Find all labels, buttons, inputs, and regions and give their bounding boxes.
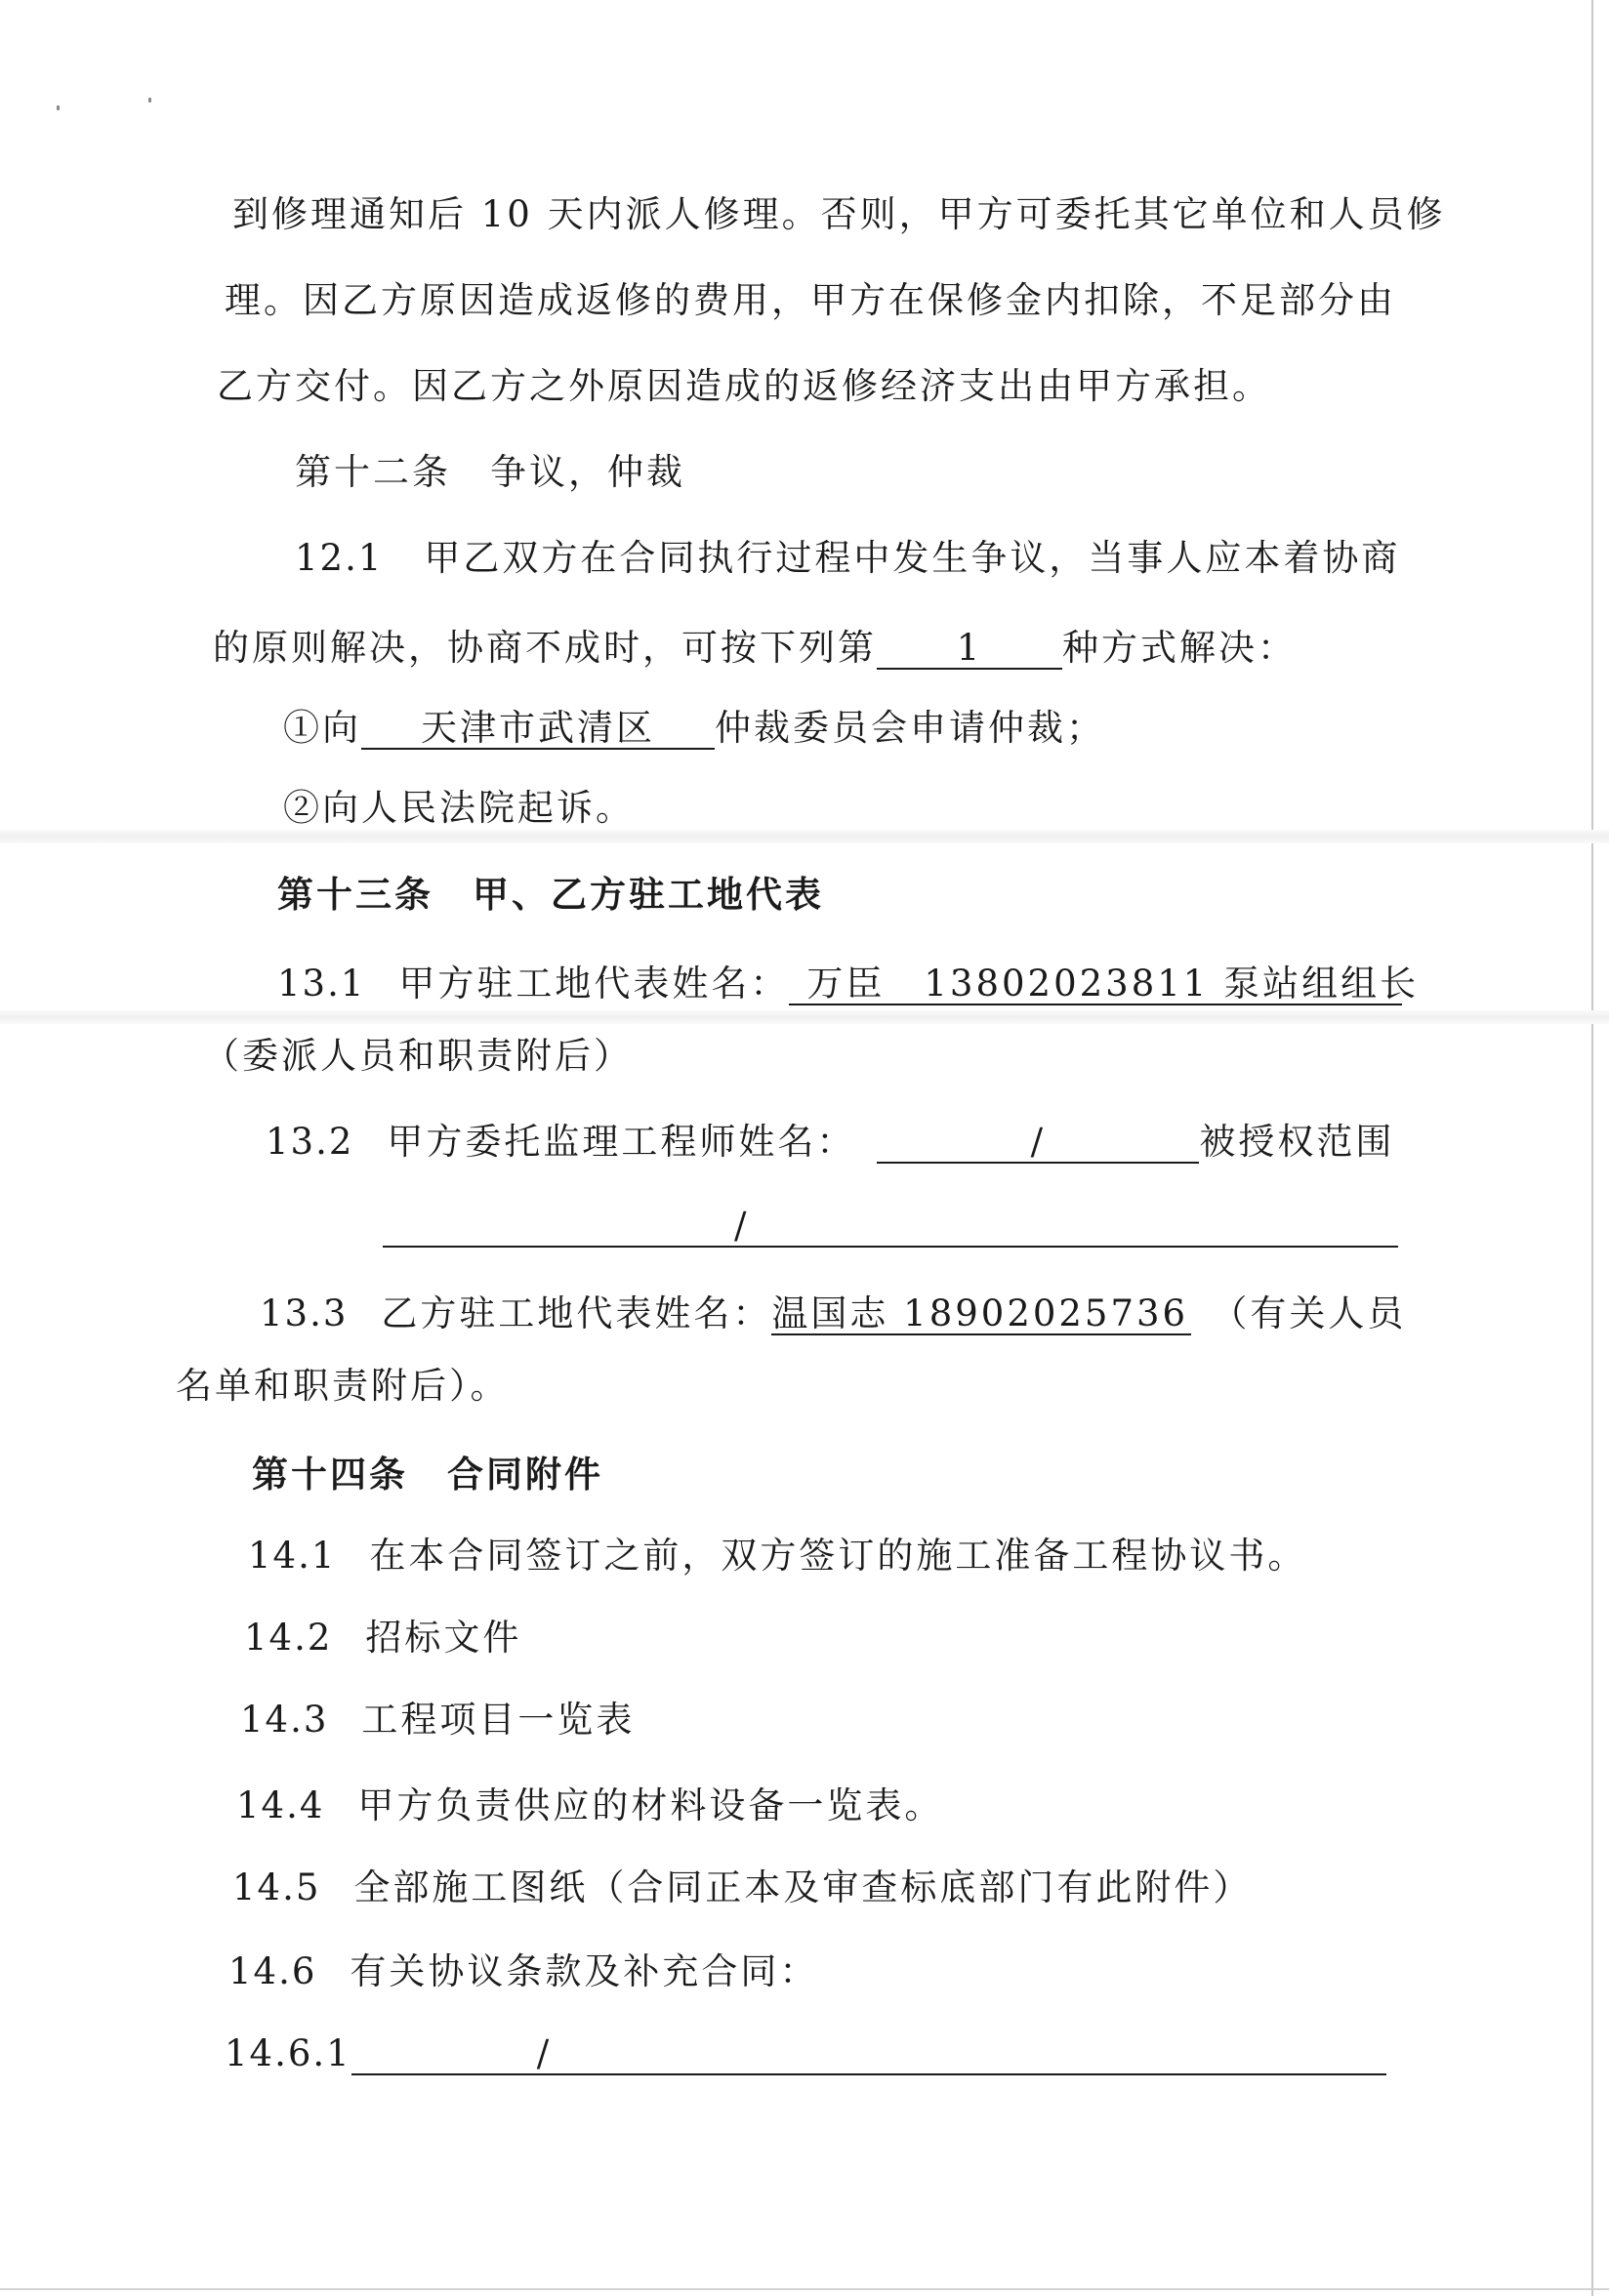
supplementary-contract-value: / xyxy=(351,2034,1386,2075)
clause-12-1 xyxy=(295,535,1400,582)
option-text: ①向 xyxy=(283,707,361,749)
clause-number: 14.3 xyxy=(240,1699,329,1741)
dispute-method-choice: 1 xyxy=(877,629,1062,670)
clause-text: 的原则解决，协商不成时，可按下列第 xyxy=(213,627,877,669)
article-12-heading: 第十二条 争议，仲裁 xyxy=(295,451,685,493)
authorized-scope-value: / xyxy=(383,1207,1398,1248)
scan-fold-mark xyxy=(0,830,1609,843)
authorized-scope-line xyxy=(383,1203,1398,1250)
attachment-item xyxy=(248,1533,1306,1579)
clause-13-3-continued: 名单和职责附后）。 xyxy=(176,1365,510,1407)
option-2-court: ②向人民法院起诉。 xyxy=(283,787,635,829)
clause-12-1-continued xyxy=(213,625,1297,672)
option-1-arbitration xyxy=(283,705,1105,752)
clause-number: 12.1 xyxy=(295,537,384,579)
clause-number: 14.4 xyxy=(236,1784,325,1826)
attachment-text: 在本合同签订之前，双方签订的施工准备工程协议书。 xyxy=(369,1535,1307,1577)
clause-13-1 xyxy=(277,961,1420,1007)
attachment-item xyxy=(236,1783,943,1829)
supervising-engineer-name: / xyxy=(877,1123,1199,1164)
clause-number: 13.2 xyxy=(266,1121,354,1163)
clause-number: 14.2 xyxy=(244,1617,333,1659)
clause-13-3 xyxy=(260,1291,1406,1337)
clause-number: 13.1 xyxy=(277,963,366,1004)
attachment-item xyxy=(240,1697,635,1743)
clause-label: 甲方委托监理工程师姓名： xyxy=(387,1121,856,1163)
clause-number: 14.6.1 xyxy=(225,2032,351,2074)
clause-text: 甲乙双方在合同执行过程中发生争议，当事人应本着协商 xyxy=(424,537,1401,579)
article-13-heading: 第十三条 甲、乙方驻工地代表 xyxy=(277,873,824,916)
body-line: 到修理通知后 10 天内派人修理。否则，甲方可委托其它单位和人员修 xyxy=(232,193,1446,235)
attachment-text: 全部施工图纸（合同正本及审查标底部门有此附件） xyxy=(353,1866,1253,1908)
party-a-site-rep: 万臣 13802023811 泵站组组长 xyxy=(789,964,1402,1005)
attachment-text: 甲方负责供应的材料设备一览表。 xyxy=(357,1784,944,1826)
attachment-text: 有关协议条款及补充合同： xyxy=(350,1950,819,1992)
attachment-item xyxy=(228,1948,818,1995)
attachment-item xyxy=(244,1615,521,1661)
page-edge xyxy=(0,2288,1609,2290)
clause-number: 14.6 xyxy=(228,1950,317,1992)
clause-label: 被授权范围 xyxy=(1199,1121,1395,1163)
clause-13-2 xyxy=(266,1119,1394,1166)
clause-label: 甲方驻工地代表姓名： xyxy=(398,963,790,1004)
option-text: 仲裁委员会申请仲裁； xyxy=(715,707,1105,749)
clause-text: （有关人员 xyxy=(1211,1292,1407,1334)
clause-label: 乙方驻工地代表姓名： xyxy=(381,1292,772,1334)
clause-text: 种方式解决： xyxy=(1062,627,1297,669)
page-edge xyxy=(1591,0,1593,2296)
scan-speck xyxy=(148,98,151,102)
body-line: 理。因乙方原因造成返修的费用，甲方在保修金内扣除，不足部分由 xyxy=(225,279,1396,321)
scan-speck xyxy=(57,105,60,110)
attachment-text: 工程项目一览表 xyxy=(361,1699,636,1741)
scan-fold-mark xyxy=(0,1010,1609,1024)
clause-number: 13.3 xyxy=(260,1292,349,1334)
body-line: 乙方交付。因乙方之外原因造成的返修经济支出由甲方承担。 xyxy=(217,365,1271,407)
attachment-item xyxy=(232,1865,1252,1911)
clause-number: 14.1 xyxy=(248,1535,337,1577)
clause-number: 14.5 xyxy=(232,1866,321,1908)
party-b-site-rep: 温国志 18902025736 xyxy=(771,1294,1191,1335)
attachment-sub-item xyxy=(225,2030,1386,2077)
attachment-text: 招标文件 xyxy=(365,1617,522,1659)
article-14-heading: 第十四条 合同附件 xyxy=(252,1453,603,1496)
arbitration-location: 天津市武清区 xyxy=(361,709,715,750)
clause-13-1-note: （委派人员和职责附后） xyxy=(203,1035,633,1077)
